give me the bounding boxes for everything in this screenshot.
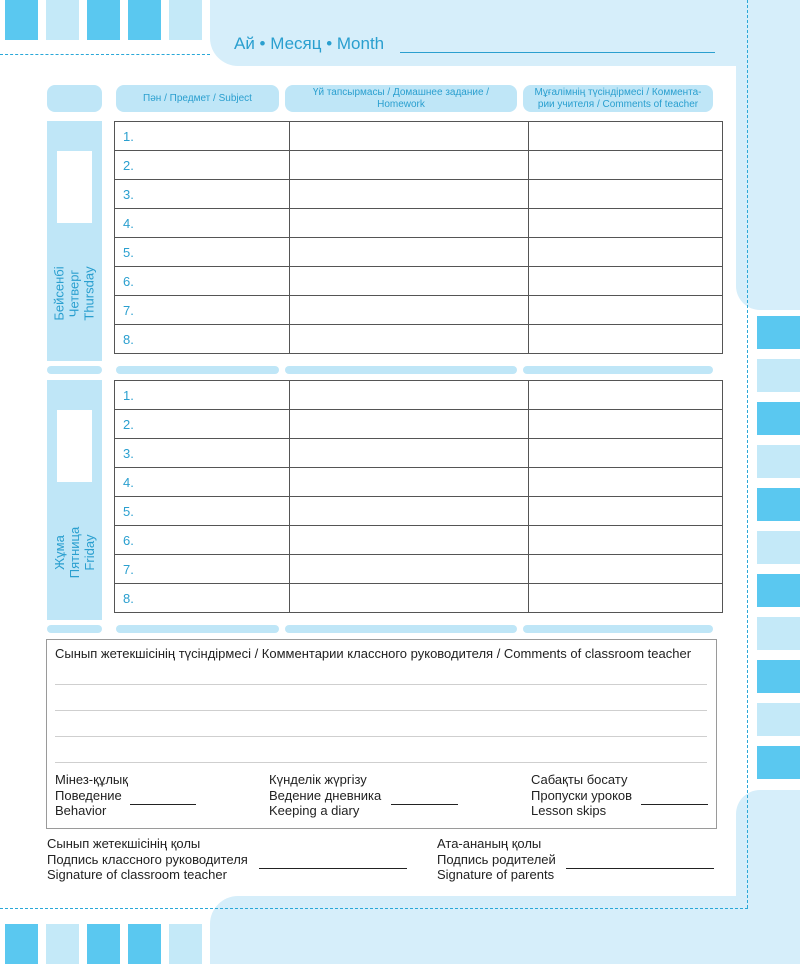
day-label-friday <box>47 492 102 612</box>
row-number: 5. <box>115 497 290 526</box>
comment-cell[interactable] <box>529 439 723 468</box>
table-row <box>115 497 723 526</box>
homework-cell[interactable] <box>290 439 529 468</box>
homework-cell[interactable] <box>290 296 529 325</box>
comment-writing-line[interactable] <box>55 710 707 711</box>
comment-cell[interactable] <box>529 584 723 613</box>
separator-bar <box>285 625 517 633</box>
teacher-signature-label <box>47 836 248 883</box>
comment-writing-line[interactable] <box>55 684 707 685</box>
deco-square <box>757 746 800 779</box>
deco-square <box>757 703 800 736</box>
row-number: 8. <box>115 584 290 613</box>
behavior-input-line[interactable] <box>130 804 196 805</box>
row-number: 2. <box>115 151 290 180</box>
day-name-kz: Бейсенбі <box>52 265 67 321</box>
row-number: 3. <box>115 180 290 209</box>
comment-cell[interactable] <box>529 410 723 439</box>
label-ru: Пропуски уроков <box>531 787 633 803</box>
homework-cell[interactable] <box>290 122 529 151</box>
deco-square <box>757 531 800 564</box>
comment-cell[interactable] <box>529 526 723 555</box>
comment-cell[interactable] <box>529 468 723 497</box>
label-en: Lesson skips <box>531 803 607 818</box>
month-input-line[interactable] <box>400 52 715 53</box>
deco-square <box>757 617 800 650</box>
row-number: 4. <box>115 209 290 238</box>
deco-square <box>87 924 120 964</box>
table-row <box>115 381 723 410</box>
separator-bar <box>47 366 102 374</box>
table-row <box>115 439 723 468</box>
deco-square <box>757 488 800 521</box>
separator-bar <box>116 625 279 633</box>
deco-square <box>757 402 800 435</box>
deco-square <box>169 924 202 964</box>
deco-square <box>169 0 202 40</box>
lesson-skips-input-line[interactable] <box>641 804 708 805</box>
date-box[interactable] <box>57 151 92 223</box>
label-ru: Подпись классного руководителя <box>47 851 248 867</box>
behavior-label <box>55 772 128 819</box>
row-number: 1. <box>115 122 290 151</box>
label-ru: Ведение дневника <box>269 787 382 803</box>
homework-cell[interactable] <box>290 325 529 354</box>
label-kz: Сынып жетекшісінің қолы <box>47 836 201 851</box>
table-row <box>115 151 723 180</box>
row-number: 4. <box>115 468 290 497</box>
table-row <box>115 296 723 325</box>
comment-cell[interactable] <box>529 180 723 209</box>
deco-square <box>46 0 79 40</box>
day-label-thursday <box>47 233 102 353</box>
lessons-table-thursday <box>114 121 723 354</box>
row-number: 7. <box>115 296 290 325</box>
homework-cell[interactable] <box>290 238 529 267</box>
separator-bar <box>116 366 279 374</box>
cut-line-top <box>0 54 210 55</box>
row-number: 2. <box>115 410 290 439</box>
day-column-thursday <box>47 121 102 361</box>
row-number: 5. <box>115 238 290 267</box>
deco-square <box>5 0 38 40</box>
comment-writing-line[interactable] <box>55 762 707 763</box>
label-en: Behavior <box>55 803 107 818</box>
table-row <box>115 555 723 584</box>
table-row <box>115 325 723 354</box>
label-kz: Мінез-құлық <box>55 772 128 787</box>
day-name-en: Friday <box>82 533 97 571</box>
comment-cell[interactable] <box>529 325 723 354</box>
homework-cell[interactable] <box>290 410 529 439</box>
homework-cell[interactable] <box>290 267 529 296</box>
deco-square <box>128 924 161 964</box>
row-number: 7. <box>115 555 290 584</box>
separator-bar <box>523 625 713 633</box>
label-en: Keeping a diary <box>269 803 360 818</box>
homework-cell[interactable] <box>290 584 529 613</box>
table-row <box>115 526 723 555</box>
comment-cell[interactable] <box>529 381 723 410</box>
parents-signature-line[interactable] <box>566 868 714 869</box>
lessons-table-friday <box>114 380 723 613</box>
deco-square <box>5 924 38 964</box>
row-number: 3. <box>115 439 290 468</box>
table-row <box>115 238 723 267</box>
cut-line-bottom <box>0 908 748 909</box>
column-header-teacher-comments: Мұғалімнің түсіндірмесі / Коммента-рии учителя / Comments of teacher <box>523 85 713 112</box>
table-row <box>115 410 723 439</box>
day-name-ru: Четверг <box>67 269 82 317</box>
table-row <box>115 122 723 151</box>
comment-cell[interactable] <box>529 122 723 151</box>
comment-cell[interactable] <box>529 296 723 325</box>
row-number: 8. <box>115 325 290 354</box>
frame-right-band <box>736 0 800 310</box>
comment-cell[interactable] <box>529 151 723 180</box>
deco-square <box>757 660 800 693</box>
comment-cell[interactable] <box>529 497 723 526</box>
frame-top-band <box>210 0 800 66</box>
homework-cell[interactable] <box>290 497 529 526</box>
column-header-homework: Үй тапсырмасы / Домашнее задание / Homework <box>285 85 517 112</box>
separator-bar <box>285 366 517 374</box>
row-number: 6. <box>115 526 290 555</box>
table-row <box>115 180 723 209</box>
table-row <box>115 209 723 238</box>
deco-square <box>757 316 800 349</box>
table-row <box>115 267 723 296</box>
teacher-signature-line[interactable] <box>259 868 407 869</box>
day-name-en: Thursday <box>82 265 97 321</box>
table-row <box>115 468 723 497</box>
label-kz: Сабақты босату <box>531 772 628 787</box>
deco-square <box>87 0 120 40</box>
homework-cell[interactable] <box>290 381 529 410</box>
homework-cell[interactable] <box>290 468 529 497</box>
comment-cell[interactable] <box>529 267 723 296</box>
homework-cell[interactable] <box>290 180 529 209</box>
lesson-skips-label <box>531 772 632 819</box>
label-kz: Ата-ананың қолы <box>437 836 542 851</box>
homework-cell[interactable] <box>290 151 529 180</box>
homework-cell[interactable] <box>290 555 529 584</box>
day-column-friday <box>47 380 102 620</box>
column-header-subject: Пән / Предмет / Subject <box>116 85 279 112</box>
label-ru: Подпись родителей <box>437 851 556 867</box>
day-name-ru: Пятница <box>67 526 82 578</box>
label-ru: Поведение <box>55 787 122 803</box>
deco-square <box>46 924 79 964</box>
parents-signature-label <box>437 836 556 883</box>
deco-square <box>757 445 800 478</box>
diary-label <box>269 772 381 819</box>
label-en: Signature of classroom teacher <box>47 867 227 882</box>
table-row <box>115 584 723 613</box>
comments-title: Сынып жетекшісінің түсіндірмесі / Комментарии классного руководителя / Comments of classroom teacher <box>55 646 692 661</box>
homework-cell[interactable] <box>290 526 529 555</box>
classroom-teacher-comments-box <box>46 639 717 829</box>
separator-bar <box>523 366 713 374</box>
day-name-kz: Жұма <box>52 534 67 570</box>
header-corner-pill <box>47 85 102 112</box>
deco-square <box>757 359 800 392</box>
month-label: Ай • Месяц • Month <box>234 34 385 53</box>
date-box[interactable] <box>57 410 92 482</box>
comment-cell[interactable] <box>529 209 723 238</box>
diary-input-line[interactable] <box>391 804 458 805</box>
comment-writing-line[interactable] <box>55 736 707 737</box>
homework-cell[interactable] <box>290 209 529 238</box>
row-number: 6. <box>115 267 290 296</box>
separator-bar <box>47 625 102 633</box>
cut-line-right <box>747 0 748 908</box>
comment-cell[interactable] <box>529 555 723 584</box>
label-en: Signature of parents <box>437 867 555 882</box>
row-number: 1. <box>115 381 290 410</box>
deco-square <box>128 0 161 40</box>
frame-bottom-band <box>210 896 800 964</box>
deco-square <box>757 574 800 607</box>
comment-cell[interactable] <box>529 238 723 267</box>
label-kz: Күнделік жүргізу <box>269 772 367 787</box>
